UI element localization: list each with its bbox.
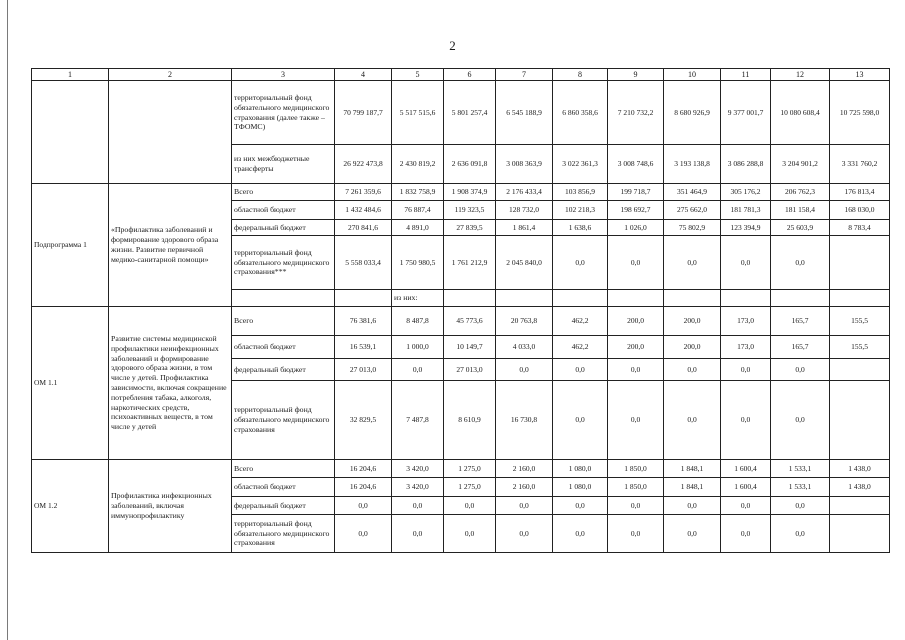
- value-cell: 275 662,0: [664, 201, 721, 220]
- funding-source: из них:: [392, 290, 444, 307]
- value-cell: 0,0: [496, 515, 553, 553]
- value-cell: 0,0: [771, 497, 830, 515]
- value-cell: 1 600,4: [721, 460, 771, 478]
- value-cell: [444, 290, 496, 307]
- value-cell: 25 603,9: [771, 220, 830, 236]
- value-cell: 76 381,6: [335, 307, 392, 336]
- value-cell: 2 430 819,2: [392, 145, 444, 184]
- funding-source: территориальный фонд обязательного медицинского страхования: [232, 381, 335, 460]
- value-cell: 1 533,1: [771, 478, 830, 497]
- value-cell: 27 839,5: [444, 220, 496, 236]
- row-code: Подпрограмма 1: [32, 184, 109, 307]
- value-cell: [830, 515, 890, 553]
- value-cell: 0,0: [496, 497, 553, 515]
- value-cell: 3 008 363,9: [496, 145, 553, 184]
- funding-source: областной бюджет: [232, 201, 335, 220]
- value-cell: 1 761 212,9: [444, 236, 496, 290]
- value-cell: 3 204 901,2: [771, 145, 830, 184]
- page-number: 2: [449, 38, 456, 53]
- value-cell: 123 394,9: [721, 220, 771, 236]
- value-cell: 165,7: [771, 336, 830, 359]
- value-cell: 1 438,0: [830, 478, 890, 497]
- column-number: 9: [608, 69, 664, 81]
- value-cell: 7 487,8: [392, 381, 444, 460]
- column-number: 2: [109, 69, 232, 81]
- value-cell: 2 045 840,0: [496, 236, 553, 290]
- value-cell: 16 204,6: [335, 460, 392, 478]
- value-cell: [771, 290, 830, 307]
- value-cell: 1 848,1: [664, 460, 721, 478]
- column-number: 8: [553, 69, 608, 81]
- value-cell: 0,0: [721, 515, 771, 553]
- funding-source: Всего: [232, 460, 335, 478]
- value-cell: 8 610,9: [444, 381, 496, 460]
- funding-source: из них межбюджетные трансферты: [232, 145, 335, 184]
- budget-table: [31, 68, 890, 553]
- value-cell: 16 204,6: [335, 478, 392, 497]
- value-cell: 0,0: [608, 497, 664, 515]
- value-cell: 0,0: [608, 381, 664, 460]
- value-cell: [830, 236, 890, 290]
- value-cell: 45 773,6: [444, 307, 496, 336]
- funding-source: Всего: [232, 307, 335, 336]
- value-cell: 305 176,2: [721, 184, 771, 201]
- value-cell: 2 160,0: [496, 460, 553, 478]
- value-cell: 1 275,0: [444, 478, 496, 497]
- value-cell: 8 487,8: [392, 307, 444, 336]
- value-cell: 7 261 359,6: [335, 184, 392, 201]
- table-row: [32, 460, 890, 478]
- row-name: [109, 81, 232, 184]
- value-cell: 2 636 091,8: [444, 145, 496, 184]
- value-cell: 1 850,0: [608, 478, 664, 497]
- value-cell: 26 922 473,8: [335, 145, 392, 184]
- value-cell: [553, 290, 608, 307]
- funding-source: областной бюджет: [232, 478, 335, 497]
- value-cell: [830, 359, 890, 381]
- value-cell: 8 783,4: [830, 220, 890, 236]
- value-cell: 270 841,6: [335, 220, 392, 236]
- value-cell: 76 887,4: [392, 201, 444, 220]
- value-cell: 3 420,0: [392, 478, 444, 497]
- value-cell: 181 158,4: [771, 201, 830, 220]
- funding-source: федеральный бюджет: [232, 220, 335, 236]
- value-cell: 128 732,0: [496, 201, 553, 220]
- value-cell: 3 086 288,8: [721, 145, 771, 184]
- value-cell: [496, 290, 553, 307]
- value-cell: 1 600,4: [721, 478, 771, 497]
- value-cell: 181 781,3: [721, 201, 771, 220]
- row-code: [232, 290, 335, 307]
- value-cell: 4 891,0: [392, 220, 444, 236]
- value-cell: 0,0: [553, 236, 608, 290]
- value-cell: 173,0: [721, 307, 771, 336]
- value-cell: 16 730,8: [496, 381, 553, 460]
- value-cell: 75 802,9: [664, 220, 721, 236]
- value-cell: 1 908 374,9: [444, 184, 496, 201]
- column-number: 3: [232, 69, 335, 81]
- funding-source: областной бюджет: [232, 336, 335, 359]
- value-cell: 0,0: [553, 359, 608, 381]
- value-cell: 1 848,1: [664, 478, 721, 497]
- value-cell: 0,0: [664, 381, 721, 460]
- value-cell: 165,7: [771, 307, 830, 336]
- value-cell: 206 762,3: [771, 184, 830, 201]
- value-cell: 200,0: [608, 307, 664, 336]
- value-cell: 0,0: [335, 515, 392, 553]
- column-number: 12: [771, 69, 830, 81]
- value-cell: 200,0: [664, 307, 721, 336]
- value-cell: 4 033,0: [496, 336, 553, 359]
- value-cell: 0,0: [553, 497, 608, 515]
- value-cell: 32 829,5: [335, 381, 392, 460]
- value-cell: 0,0: [553, 381, 608, 460]
- value-cell: 1 080,0: [553, 460, 608, 478]
- column-number: 11: [721, 69, 771, 81]
- column-number: 4: [335, 69, 392, 81]
- value-cell: 119 323,5: [444, 201, 496, 220]
- value-cell: 3 331 760,2: [830, 145, 890, 184]
- table-row: [32, 184, 890, 201]
- value-cell: 16 539,1: [335, 336, 392, 359]
- value-cell: 0,0: [721, 497, 771, 515]
- value-cell: 0,0: [608, 359, 664, 381]
- value-cell: 173,0: [721, 336, 771, 359]
- value-cell: 0,0: [664, 497, 721, 515]
- value-cell: 1 026,0: [608, 220, 664, 236]
- value-cell: 0,0: [771, 381, 830, 460]
- funding-source: территориальный фонд обязательного медицинского страхования: [232, 515, 335, 553]
- value-cell: 155,5: [830, 307, 890, 336]
- value-cell: 1 861,4: [496, 220, 553, 236]
- column-number-row: [32, 69, 890, 81]
- value-cell: 0,0: [335, 497, 392, 515]
- value-cell: 1 438,0: [830, 460, 890, 478]
- value-cell: 0,0: [771, 236, 830, 290]
- value-cell: 0,0: [771, 359, 830, 381]
- row-name: «Профилактика заболеваний и формирование здорового образа жизни. Развитие первичной медико-санитарной помощи»: [109, 184, 232, 307]
- value-cell: 155,5: [830, 336, 890, 359]
- value-cell: 27 013,0: [444, 359, 496, 381]
- value-cell: 10 149,7: [444, 336, 496, 359]
- value-cell: 1 832 758,9: [392, 184, 444, 201]
- value-cell: 198 692,7: [608, 201, 664, 220]
- value-cell: 0,0: [444, 515, 496, 553]
- value-cell: 3 008 748,6: [608, 145, 664, 184]
- value-cell: 10 080 608,4: [771, 81, 830, 145]
- value-cell: 9 377 001,7: [721, 81, 771, 145]
- value-cell: 0,0: [392, 359, 444, 381]
- value-cell: [721, 290, 771, 307]
- value-cell: 70 799 187,7: [335, 81, 392, 145]
- value-cell: 0,0: [608, 236, 664, 290]
- value-cell: [608, 290, 664, 307]
- column-number: 5: [392, 69, 444, 81]
- value-cell: 5 801 257,4: [444, 81, 496, 145]
- value-cell: 0,0: [392, 497, 444, 515]
- value-cell: 1 432 484,6: [335, 201, 392, 220]
- value-cell: 0,0: [664, 359, 721, 381]
- column-number: 13: [830, 69, 890, 81]
- value-cell: 10 725 598,0: [830, 81, 890, 145]
- value-cell: 2 160,0: [496, 478, 553, 497]
- value-cell: 1 533,1: [771, 460, 830, 478]
- column-number: 1: [32, 69, 109, 81]
- value-cell: 200,0: [664, 336, 721, 359]
- value-cell: 103 856,9: [553, 184, 608, 201]
- value-cell: [830, 290, 890, 307]
- value-cell: 1 850,0: [608, 460, 664, 478]
- value-cell: 0,0: [721, 381, 771, 460]
- value-cell: 351 464,9: [664, 184, 721, 201]
- value-cell: 2 176 433,4: [496, 184, 553, 201]
- value-cell: 5 558 033,4: [335, 236, 392, 290]
- value-cell: [830, 381, 890, 460]
- value-cell: 1 080,0: [553, 478, 608, 497]
- page-edge-line: [7, 0, 8, 640]
- row-code: ОМ 1.1: [32, 307, 109, 460]
- row-name: Развитие системы медицинской профилактики неинфекционных заболеваний и формирование здорового образа жизни, в том числе у детей. Профилактика зависимости, включая сокращение потребления табака, алкоголя, наркотических средств, психоактивных веществ, в том числе у детей: [109, 307, 232, 460]
- value-cell: 0,0: [608, 515, 664, 553]
- value-cell: 462,2: [553, 336, 608, 359]
- value-cell: 0,0: [496, 359, 553, 381]
- value-cell: 199 718,7: [608, 184, 664, 201]
- funding-source: федеральный бюджет: [232, 359, 335, 381]
- column-number: 7: [496, 69, 553, 81]
- table-row: [32, 307, 890, 336]
- row-code: [32, 81, 109, 184]
- value-cell: [830, 497, 890, 515]
- funding-source: Всего: [232, 184, 335, 201]
- value-cell: 3 022 361,3: [553, 145, 608, 184]
- value-cell: 1 275,0: [444, 460, 496, 478]
- value-cell: 8 680 926,9: [664, 81, 721, 145]
- table-row: [32, 81, 890, 145]
- value-cell: 168 030,0: [830, 201, 890, 220]
- value-cell: 200,0: [608, 336, 664, 359]
- value-cell: 5 517 515,6: [392, 81, 444, 145]
- row-name: Профилактика инфекционных заболеваний, включая иммунопрофилактику: [109, 460, 232, 553]
- value-cell: 462,2: [553, 307, 608, 336]
- funding-source: территориальный фонд обязательного медицинского страхования (далее также – ТФОМС): [232, 81, 335, 145]
- value-cell: 0,0: [392, 515, 444, 553]
- column-number: 10: [664, 69, 721, 81]
- value-cell: 1 750 980,5: [392, 236, 444, 290]
- value-cell: [664, 290, 721, 307]
- value-cell: 0,0: [553, 515, 608, 553]
- value-cell: 102 218,3: [553, 201, 608, 220]
- value-cell: 1 000,0: [392, 336, 444, 359]
- value-cell: 0,0: [444, 497, 496, 515]
- value-cell: 6 545 188,9: [496, 81, 553, 145]
- value-cell: 7 210 732,2: [608, 81, 664, 145]
- value-cell: 27 013,0: [335, 359, 392, 381]
- value-cell: 0,0: [664, 515, 721, 553]
- row-code: ОМ 1.2: [32, 460, 109, 553]
- value-cell: 6 860 358,6: [553, 81, 608, 145]
- row-name: [335, 290, 392, 307]
- value-cell: 1 638,6: [553, 220, 608, 236]
- value-cell: 0,0: [721, 359, 771, 381]
- value-cell: 3 420,0: [392, 460, 444, 478]
- value-cell: 20 763,8: [496, 307, 553, 336]
- column-number: 6: [444, 69, 496, 81]
- value-cell: 0,0: [664, 236, 721, 290]
- value-cell: 176 813,4: [830, 184, 890, 201]
- value-cell: 0,0: [721, 236, 771, 290]
- funding-source: территориальный фонд обязательного медицинского страхования***: [232, 236, 335, 290]
- value-cell: 0,0: [771, 515, 830, 553]
- value-cell: 3 193 138,8: [664, 145, 721, 184]
- funding-source: федеральный бюджет: [232, 497, 335, 515]
